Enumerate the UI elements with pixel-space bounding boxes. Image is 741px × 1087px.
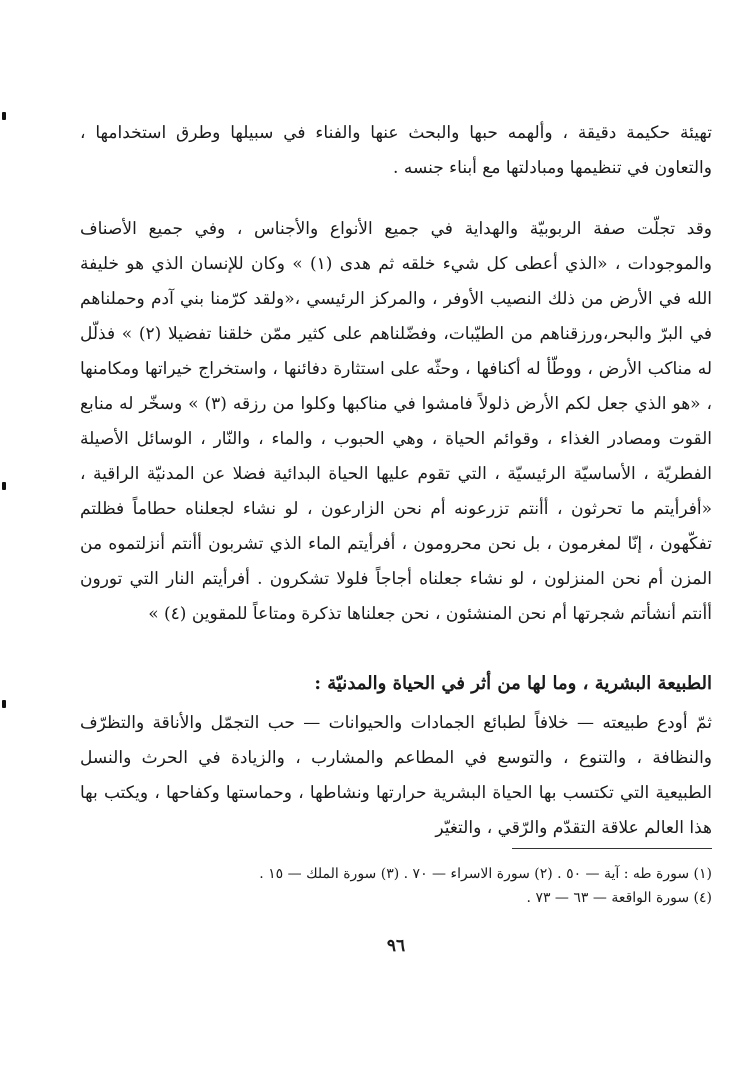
paragraph-2: وقد تجلّت صفة الربوبيّة والهداية في جميع الأنواع والأجناس ، وفي جميع الأصناف والموجودات ، «الذي أعطى كل شيء خلقه ثم هدى (١) » وكان للإنسان الذي هو خليفة الله في الأرض من ذلك النصيب الأوفر ، والمركز الرئيسي ،«ولقد كرّمنا بني آدم وحملناهم في البرّ والبحر،ورزقناهم من الطيّبات، وفضّلناهم على كثير ممّن خلقنا تفضيلا (٢) » فذلّل له مناكب الأرض ، ووطّأ له أكنافها ، وحثّه على استثارة دفائنها ، واستخراج خيراتها ومكامنها ، «هو الذي جعل لكم الأرض ذلولاً فامشوا في مناكبها وكلوا من رزقه (٣) » وسخّر له منابع القوت ومصادر الغذاء ، وقوائم الحياة ، وهي الحبوب ، والماء ، والنّار ، الوسائل الأصيلة الفطريّة ، الأساسيّة الرئيسيّة ، التي تقوم عليها الحياة البدائية فضلا عن المدنيّة الراقية ، «أفرأيتم ما تحرثون ، أأنتم تزرعونه أم نحن الزارعون ، لو نشاء لجعلناه حطاماً فظلتم تفكّهون ، إنّا لمغرمون ، بل نحن محرومون ، أفرأيتم الماء الذي تشربون أأنتم أنزلتموه من المزن أم نحن المنزلون ، لو نشاء جعلناه أجاجاً فلولا تشكرون . أفرأيتم النار التي تورون أأنتم أنشأتم شجرتها أم نحن المنشئون ، نحن جعلناها تذكرة ومتاعاً للمقوين (٤) » <box>80 219 713 624</box>
footnote-line-2: (٤) سورة الواقعة — ٦٣ — ٧٣ . <box>526 890 712 906</box>
footnote-line-1: (١) سورة طه : آية — ٥٠ . (٢) سورة الاسراء — ٧٠ . (٣) سورة الملك — ١٥ . <box>259 866 712 882</box>
paragraph-1: تهيئة حكيمة دقيقة ، وألهمه حبها والبحث عنها والفناء في سبيلها وطرق استخدامها ، والتعاون في تنظيمها ومبادلتها مع أبناء جنسه . <box>80 123 712 178</box>
footnotes <box>80 862 712 910</box>
margin-mark-lower <box>2 700 6 708</box>
footnote-divider <box>512 848 712 849</box>
margin-mark-top <box>2 112 6 120</box>
page-number: ٩٦ <box>386 936 406 956</box>
section-heading: الطبيعة البشرية ، وما لها من أثر في الحياة والمدنيّة : <box>314 673 712 694</box>
paragraph-3: ثمّ أودع طبيعته — خلافاً لطبائع الجمادات والحيوانات — حب التجمّل والأناقة والتظرّف والنظافة ، والتنوع ، والتوسع في المطاعم والمشارب ، والزيادة في الحرث والنسل الطبيعية التي تكتسب بها الحياة البشرية حرارتها ونشاطها ، وحماستها وكفاحها ، ويكتب بها هذا العالم علاقة التقدّم والرّقي ، والتغيّر <box>80 713 712 838</box>
margin-mark-middle <box>2 482 6 490</box>
book-page <box>80 0 712 1087</box>
